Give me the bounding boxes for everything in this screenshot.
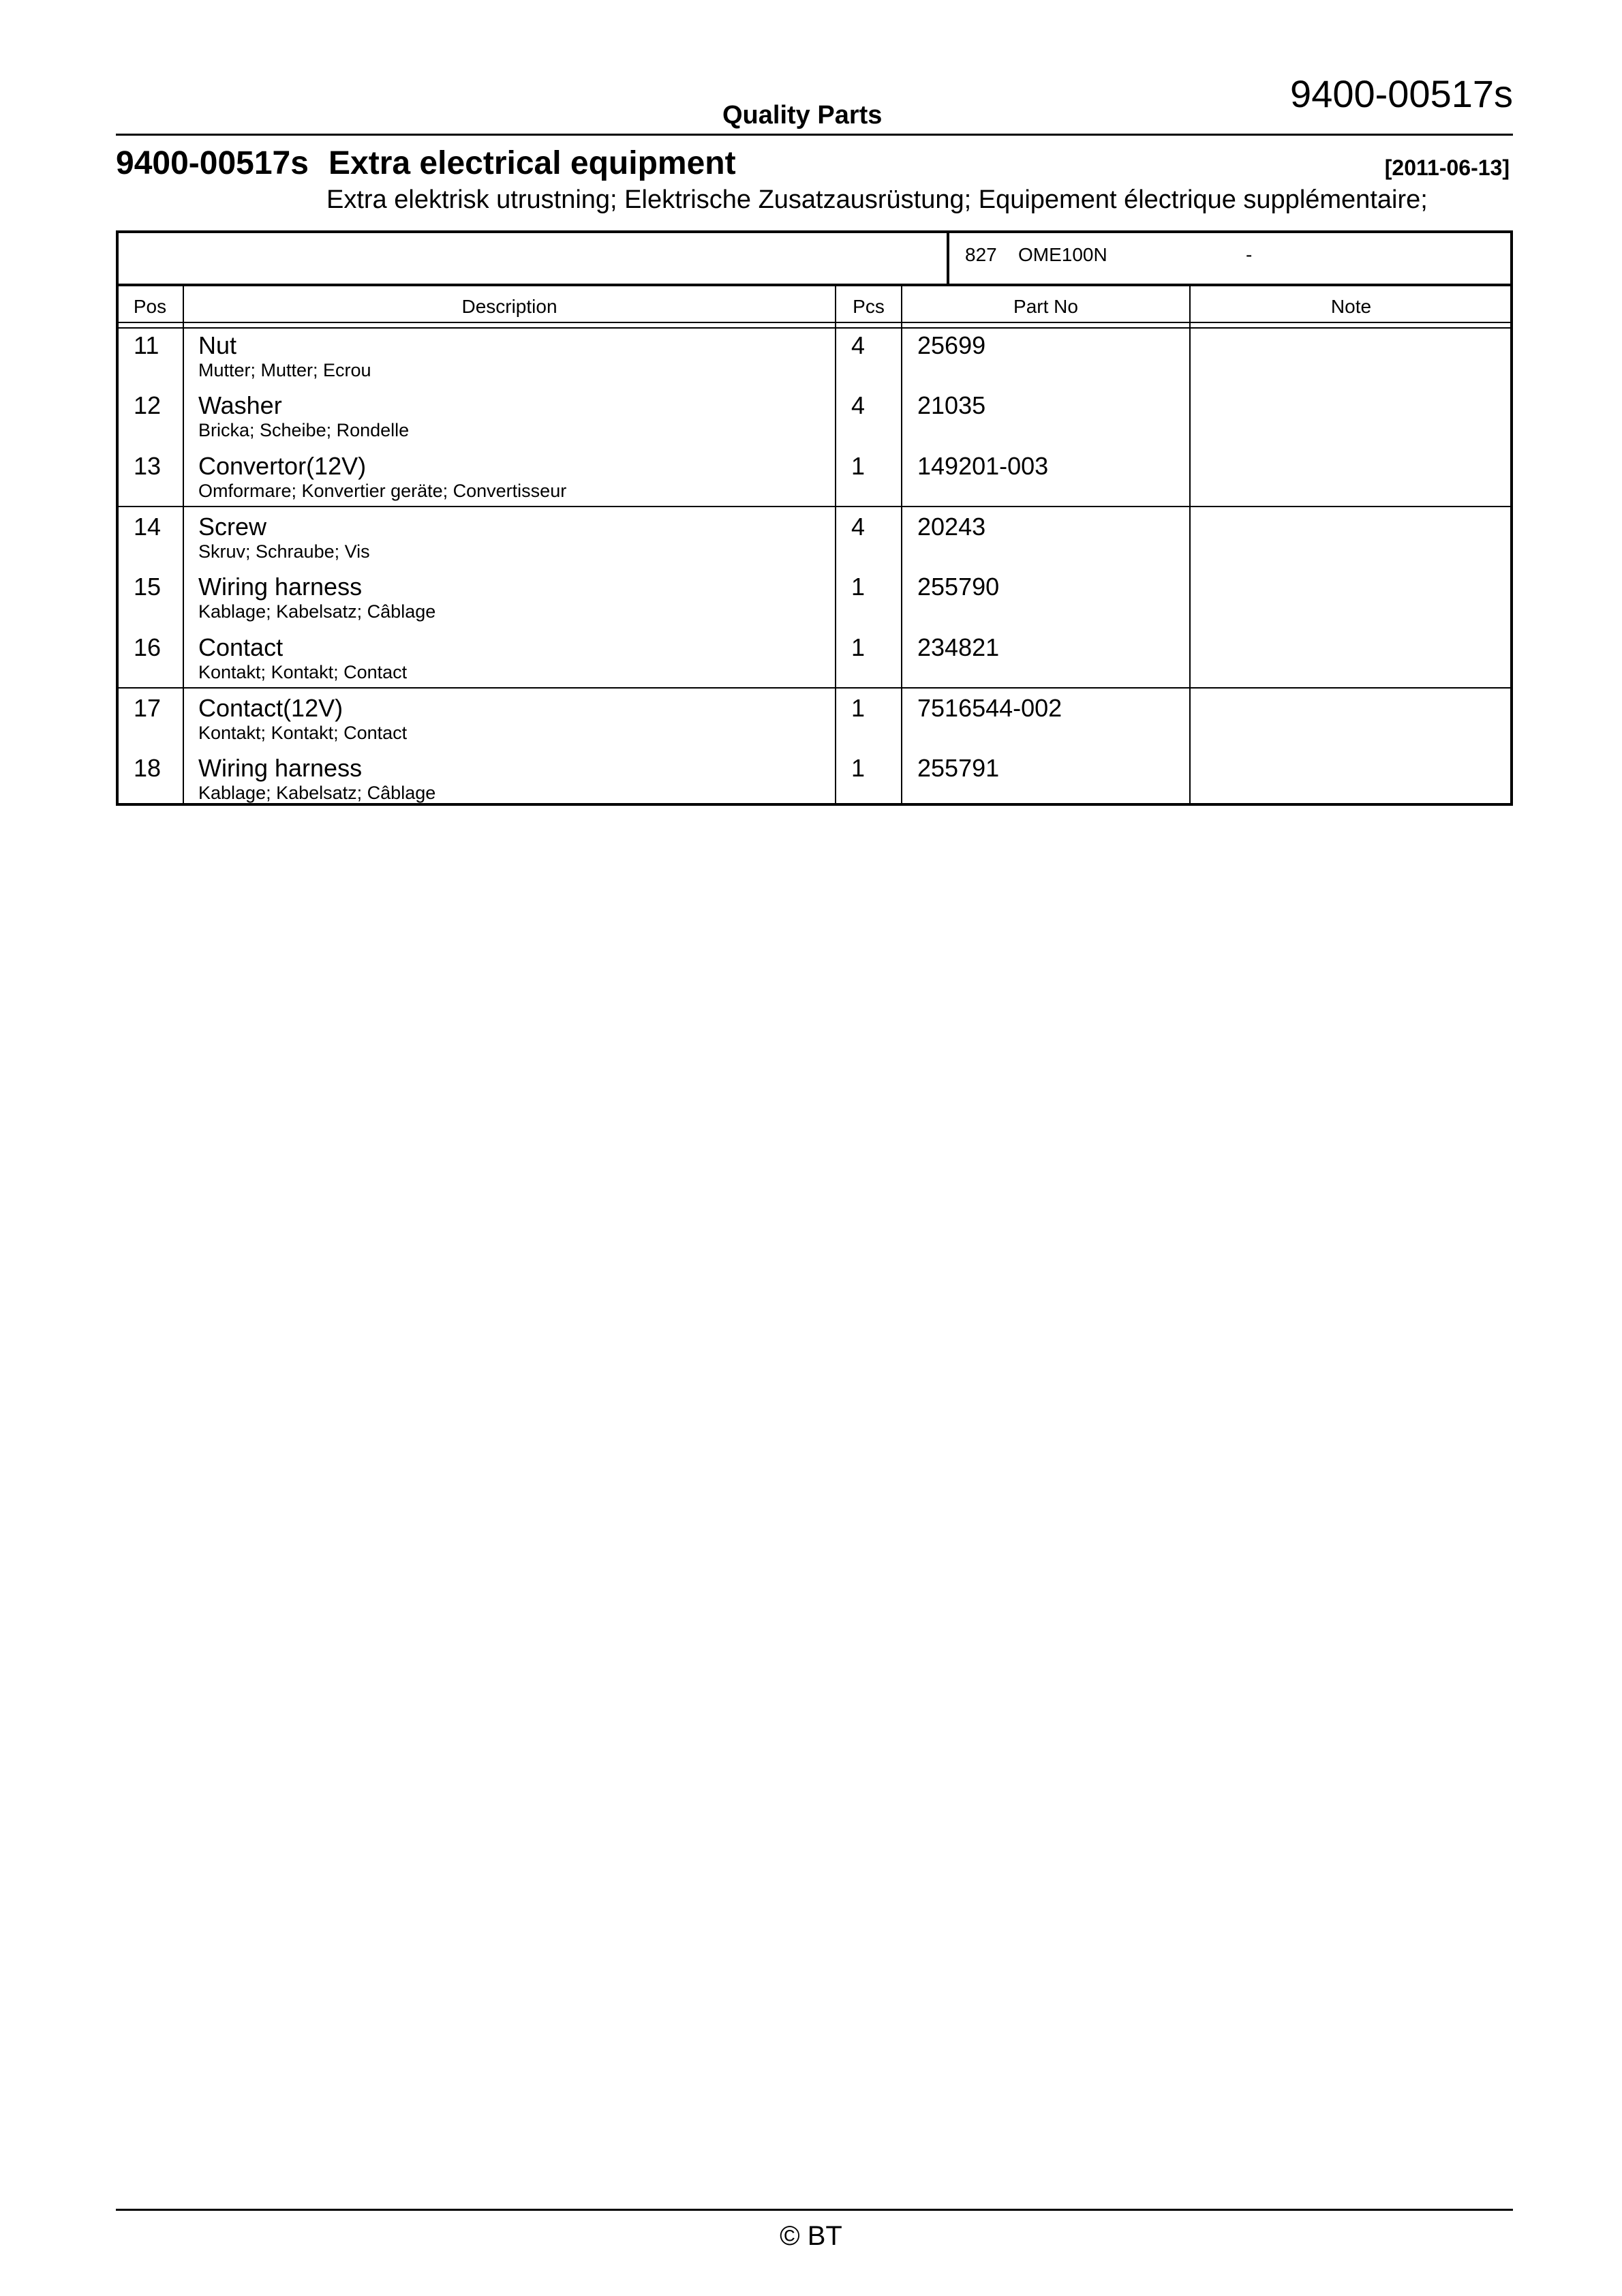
row-description: Wiring harness (198, 754, 363, 782)
footer-copyright: © BT (780, 2221, 842, 2251)
model-serial: - (1246, 244, 1253, 265)
row-part-no: 25699 (917, 331, 986, 359)
row-pcs: 1 (851, 754, 866, 782)
col-header-note: Note (1330, 296, 1372, 317)
row-pcs: 1 (851, 633, 866, 661)
header-rule-top (116, 322, 1513, 323)
row-pos: 12 (134, 391, 162, 419)
group-divider-1 (116, 506, 1513, 507)
title-name: Extra electrical equipment (328, 145, 736, 181)
row-description-translations: Skruv; Schraube; Vis (198, 541, 370, 562)
row-part-no: 234821 (917, 633, 1000, 661)
row-pcs: 4 (851, 331, 866, 359)
row-description-translations: Kontakt; Kontakt; Contact (198, 662, 408, 682)
header-rule-bottom (116, 327, 1513, 329)
row-part-no: 149201-003 (917, 452, 1049, 480)
row-pcs: 4 (851, 513, 866, 541)
group-divider-2 (116, 687, 1513, 689)
row-part-no: 20243 (917, 513, 986, 541)
header-title: Quality Parts (722, 101, 883, 130)
title-translations: Extra elektrisk utrustning; Elektrische Zusatzausrüstung; Equipement électrique supplémentaire; (326, 185, 1428, 214)
row-description-translations: Kablage; Kabelsatz; Câblage (198, 783, 436, 803)
col-header-part-no: Part No (1013, 296, 1078, 317)
model-code: 827 (965, 244, 997, 265)
col-header-pos: Pos (133, 296, 167, 317)
row-pcs: 4 (851, 391, 866, 419)
page-title (116, 145, 736, 182)
document-id: 9400-00517s (1290, 72, 1513, 115)
row-part-no: 255790 (917, 573, 1000, 601)
col-divider-partno (1189, 285, 1191, 806)
model-box-divider (947, 230, 949, 285)
row-pos: 14 (134, 513, 162, 541)
col-header-description: Description (461, 296, 557, 317)
header-divider (116, 134, 1513, 136)
row-description: Contact (198, 633, 284, 661)
row-pos: 11 (134, 331, 159, 359)
row-pcs: 1 (851, 573, 866, 601)
row-description-translations: Mutter; Mutter; Ecrou (198, 360, 371, 380)
row-pos: 17 (134, 694, 162, 722)
row-pos: 15 (134, 573, 162, 601)
row-part-no: 7516544-002 (917, 694, 1062, 722)
row-description: Contact(12V) (198, 694, 343, 722)
title-date: [2011-06-13] (1384, 155, 1510, 180)
row-pcs: 1 (851, 452, 866, 480)
row-description: Screw (198, 513, 267, 541)
model-name: OME100N (1018, 244, 1107, 265)
row-pos: 18 (134, 754, 162, 782)
row-description-translations: Omformare; Konvertier geräte; Convertisseur (198, 481, 567, 501)
row-description: Convertor(12V) (198, 452, 367, 480)
title-id: 9400-00517s (116, 145, 309, 181)
row-pcs: 1 (851, 694, 866, 722)
row-pos: 13 (134, 452, 162, 480)
col-divider-desc (835, 285, 836, 806)
model-row-divider (116, 284, 1513, 286)
row-part-no: 21035 (917, 391, 986, 419)
row-description-translations: Bricka; Scheibe; Rondelle (198, 420, 410, 440)
col-divider-pos (183, 285, 184, 806)
row-description-translations: Kablage; Kabelsatz; Câblage (198, 601, 436, 622)
col-header-pcs: Pcs (853, 296, 885, 317)
row-description: Wiring harness (198, 573, 363, 601)
row-description: Washer (198, 391, 282, 419)
footer-divider (116, 2209, 1513, 2211)
row-description-translations: Kontakt; Kontakt; Contact (198, 723, 408, 743)
row-pos: 16 (134, 633, 162, 661)
row-description: Nut (198, 331, 237, 359)
row-part-no: 255791 (917, 754, 1000, 782)
col-divider-pcs (901, 285, 902, 806)
